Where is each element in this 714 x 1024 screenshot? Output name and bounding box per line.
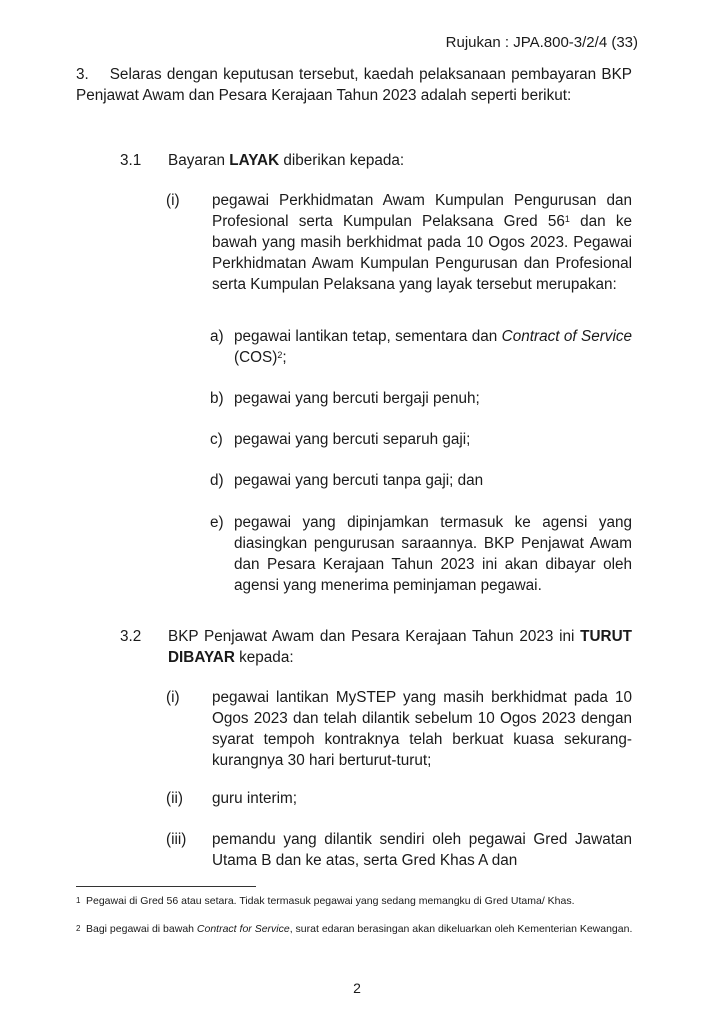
sub-e-marker: e) [210, 514, 224, 531]
item-i-3-1-marker: (i) [166, 192, 180, 209]
item-iii-text: pemandu yang dilantik sendiri oleh pegawai Gred Jawatan Utama B dan ke atas, serta Gred Khas A dan [212, 831, 632, 869]
item-i-3-2-marker: (i) [166, 689, 180, 706]
footnote-1: 1 Pegawai di Gred 56 atau setara. Tidak termasuk pegawai yang sedang memangku di Gred Utama/ Khas. [76, 895, 575, 907]
section-3-2-heading: BKP Penjawat Awam dan Pesara Kerajaan Tahun 2023 ini TURUT DIBAYAR kepada: [168, 628, 632, 666]
sub-e-text: pegawai yang dipinjamkan termasuk ke agensi yang diasingkan pengurusan saraannya. BKP Penjawat Awam dan Pesara Kerajaan Tahun 2023 ini akan dibayar oleh agensi yang menerima peminjaman pegawai. [234, 514, 632, 594]
section-3-1-heading: Bayaran LAYAK diberikan kepada: [168, 152, 405, 169]
sub-b-text: pegawai yang bercuti bergaji penuh; [234, 390, 480, 407]
paragraph-3 [76, 64, 632, 106]
reference-number: Rujukan : JPA.800-3/2/4 (33) [445, 34, 638, 51]
turut-dibayar-bold: TURUT DIBAYAR [168, 628, 632, 666]
item-i-3-2-text: pegawai lantikan MySTEP yang masih berkhidmat pada 10 Ogos 2023 dan telah dilantik sebelum 10 Ogos 2023 dengan syarat tempoh kontraknya telah berkuat kuasa sekurang-kurangnya 30 hari berturut-turut; [212, 689, 632, 769]
section-3-2-number: 3.2 [120, 628, 142, 645]
sub-d-marker: d) [210, 472, 224, 489]
footnote-2: 2 Bagi pegawai di bawah Contract for Service, surat edaran berasingan akan dikeluarkan oleh Kementerian Kewangan. [76, 923, 633, 935]
sub-b-marker: b) [210, 390, 224, 407]
item-ii-text: guru interim; [212, 790, 298, 807]
layak-bold: LAYAK [229, 152, 280, 169]
sub-a-text: pegawai lantikan tetap, sementara dan Contract of Service (COS)$^2$; [234, 328, 633, 366]
item-ii-marker: (ii) [166, 790, 183, 807]
sub-c-text: pegawai yang bercuti separuh gaji; [234, 431, 471, 448]
paragraph-3-text: Selaras dengan keputusan tersebut, kaedah pelaksanaan pembayaran BKP Penjawat Awam dan Pesara Kerajaan Tahun 2023 adalah seperti berikut: [76, 66, 633, 104]
item-i-3-1-text: pegawai Perkhidmatan Awam Kumpulan Pengurusan dan Profesional serta Kumpulan Pelaksana Gred $56^1$ dan ke bawah yang masih berkhidmat pada 10 Ogos 2023. Pegawai Perkhidmatan Awam Kumpulan Pengurusan dan Profesional serta Kumpulan Pelaksana yang layak tersebut merupakan: [212, 192, 632, 293]
sub-c-marker: c) [210, 431, 223, 448]
section-3-1-number: 3.1 [120, 152, 142, 169]
sub-d-text: pegawai yang bercuti tanpa gaji; dan [234, 472, 484, 489]
footnote-ref-1: 1 [564, 214, 570, 224]
paragraph-3-number: 3. [76, 66, 89, 83]
page-number: 2 [353, 980, 361, 996]
footnote-ref-2: 2 [277, 350, 283, 360]
footnote-divider [76, 886, 256, 887]
item-iii-marker: (iii) [166, 831, 187, 848]
sub-a-marker: a) [210, 328, 224, 345]
